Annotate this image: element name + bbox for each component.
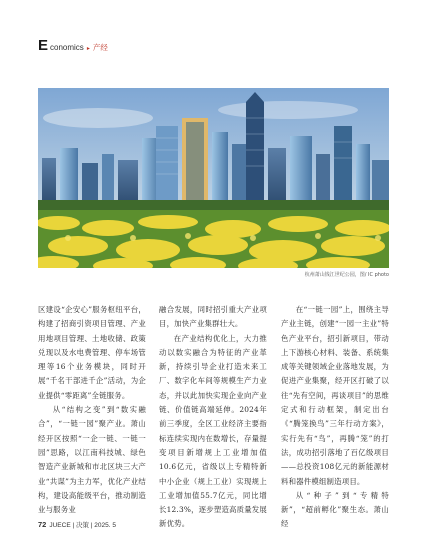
city-photo: [38, 88, 389, 268]
text-column-1: [38, 303, 146, 517]
section-initial: E: [38, 37, 49, 54]
paragraph: 从“种子”到“专精特新”，“超前孵化”聚生态。萧山经: [281, 490, 389, 529]
photo-caption: 杭州萧山钱江世纪公园，图/ IC photo: [304, 272, 389, 278]
text-column-3: [281, 303, 389, 532]
page-number: 72: [38, 520, 47, 529]
page-footer: [38, 520, 116, 529]
paragraph: 从“结构之变”到“数实融合”，“一链一园”聚产业。萧山经开区按照“一企一链、一链一园”思路，以江南科技城、绿色智造产业新城和市北区块三大产业“共谋”为主力军，优化产业结构，建设高能级平台，推动制造业与服务业: [38, 405, 146, 515]
section-header: [38, 38, 108, 53]
paragraph: 区建设“企安心”服务枢纽平台，构建了招商引资项目管理、产业用地项目管理、土地收储、政策兑现以及水电费管理、停车场管理等16个业务模块，同时开展“千名干部进千企”活动，为企业提供“零距离”全链服务。: [38, 305, 146, 400]
section-english: conomics: [50, 43, 84, 52]
section-title: 产经: [92, 43, 108, 52]
magazine-name: JUECE | 决策 | 2025. 5: [49, 522, 116, 529]
paragraph: 融合发展，同时招引重大产业项目，加快产业集群壮大。: [159, 305, 267, 329]
skyline-illustration: [38, 88, 389, 268]
triangle-icon: ▸: [86, 45, 90, 52]
text-column-2: [159, 303, 267, 532]
paragraph: 在“一链一园”上，围绕主导产业主链，创建“一园一主业”特色产业平台，招引新项目，带动上下游核心材料、装备、系统集成等关键领域企业落地发展，为促进产业集聚，经开区打破了以往“先有空间，再谈项目”的思维定式和行动框架，制定出台《“腾笼换鸟”三年行动方案》，实行先有“鸟”，再腾“笼”的打法，成功招引落地了百亿级项目——总投资108亿元的新能源材料和器件模组制造项目。: [281, 305, 389, 486]
paragraph: 在产业结构优化上，大力推动以数实融合为特征的产业革新，持续引导企业打造未来工厂、数字化车间等规模生产力业态，并以此加快实现企业向产业链、价值链高端延伸。2024年前三季度，全区工业经济主要指标连续实现内在数增长，存量提变项目新增规上工业增加值10.6亿元，省级以上专精特新中小企业（规上工业）实现规上工业增加值55.7亿元，同比增长12.3%，逐步塑造高质量发展新优势。: [159, 333, 267, 529]
